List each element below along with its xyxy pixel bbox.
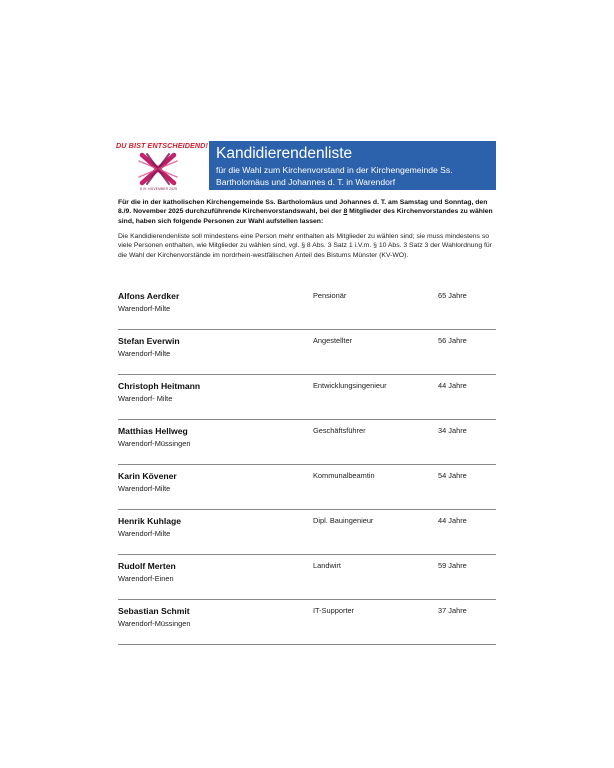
candidate-job: Kommunalbeamtin (313, 471, 375, 480)
candidate-job: Angestellter (313, 336, 353, 345)
candidate-name: Alfons Aerdker (118, 291, 180, 301)
logo-date: 8./9. NOVEMBER 2025 (140, 187, 178, 191)
candidate-place: Warendorf-Müssingen (118, 619, 191, 628)
candidate-age: 44 Jahre (438, 516, 467, 525)
candidate-name: Rudolf Merten (118, 561, 176, 571)
candidate-age: 59 Jahre (438, 561, 467, 570)
candidate-row (118, 421, 496, 465)
candidate-job: Entwicklungsingenieur (313, 381, 387, 390)
candidate-age: 44 Jahre (438, 381, 467, 390)
candidate-name: Karin Kövener (118, 471, 177, 481)
candidate-place: Warendorf-Milte (118, 484, 171, 493)
candidate-name: Christoph Heitmann (118, 381, 201, 391)
candidate-age: 34 Jahre (438, 426, 467, 435)
candidate-name: Henrik Kuhlage (118, 516, 182, 526)
page-subtitle: für die Wahl zum Kirchenvorstand in der Kirchengemeinde Ss. Bartholomäus und Johannes d. T. in Warendorf (216, 165, 453, 187)
candidate-place: Warendorf-Einen (118, 574, 174, 583)
candidate-age: 65 Jahre (438, 291, 467, 300)
intro-bold-text-1: Für die in der katholischen Kirchengemeinde Ss. Bartholomäus und Johannes d. T. am Samstag und Sonntag, den 8./9. November 2025 durchzuführende Kirchenvorstandswahl, bei der (118, 199, 488, 216)
candidate-age: 56 Jahre (438, 336, 467, 345)
candidate-job: Geschäftsführer (313, 426, 366, 435)
cross-x-logo-icon (136, 152, 180, 186)
candidate-age: 54 Jahre (438, 471, 467, 480)
candidate-name: Stefan Everwin (118, 336, 180, 346)
candidate-row (118, 286, 496, 330)
candidate-row (118, 601, 496, 645)
logo-tagline: DU BIST ENTSCHEIDEND! (116, 141, 208, 150)
candidate-place: Warendorf- Milte (118, 394, 173, 403)
election-logo (116, 141, 208, 193)
candidate-name: Matthias Hellweg (118, 426, 188, 436)
candidate-place: Warendorf-Milte (118, 304, 171, 313)
candidate-age: 37 Jahre (438, 606, 467, 615)
candidate-job: Landwirt (313, 561, 341, 570)
candidate-place: Warendorf-Milte (118, 349, 171, 358)
candidate-place: Warendorf-Milte (118, 529, 171, 538)
intro-bold-text-2: Mitglieder des Kirchenvorstandes zu wählen sind, haben sich folgende Personen zur Wahl aufstellen lassen: (118, 208, 493, 225)
candidate-job: Dipl. Bauingenieur (313, 516, 374, 525)
candidate-job: IT-Supporter (313, 606, 355, 615)
intro-legal-paragraph: Die Kandidierendenliste soll mindestens eine Person mehr enthalten als Mitglieder zu wählen sind; sie muss mindestens so viele Personen enthalten, wie Mitglieder zu wählen sind, vgl. § 8 Abs. 3 Satz 1 i.V.m. § 10 Abs. 3 Satz 3 der Wahlordnung für die Wahl der Kirchenvorstände im nordrhein-westfälischen Anteil des Bistums Münster (KV-WO). (118, 233, 492, 259)
header-banner (209, 141, 496, 190)
member-count: 8 (343, 208, 348, 216)
candidate-list (118, 286, 496, 646)
candidate-job: Pensionär (313, 291, 347, 300)
page-title: Kandidierendenliste (216, 145, 353, 162)
intro-bold-paragraph (118, 198, 498, 226)
candidate-place: Warendorf-Müssingen (118, 439, 191, 448)
candidate-row (118, 331, 496, 375)
candidate-row (118, 556, 496, 600)
candidate-row (118, 466, 496, 510)
candidate-row (118, 511, 496, 555)
candidate-row (118, 376, 496, 420)
candidate-name: Sebastian Schmit (118, 606, 190, 616)
